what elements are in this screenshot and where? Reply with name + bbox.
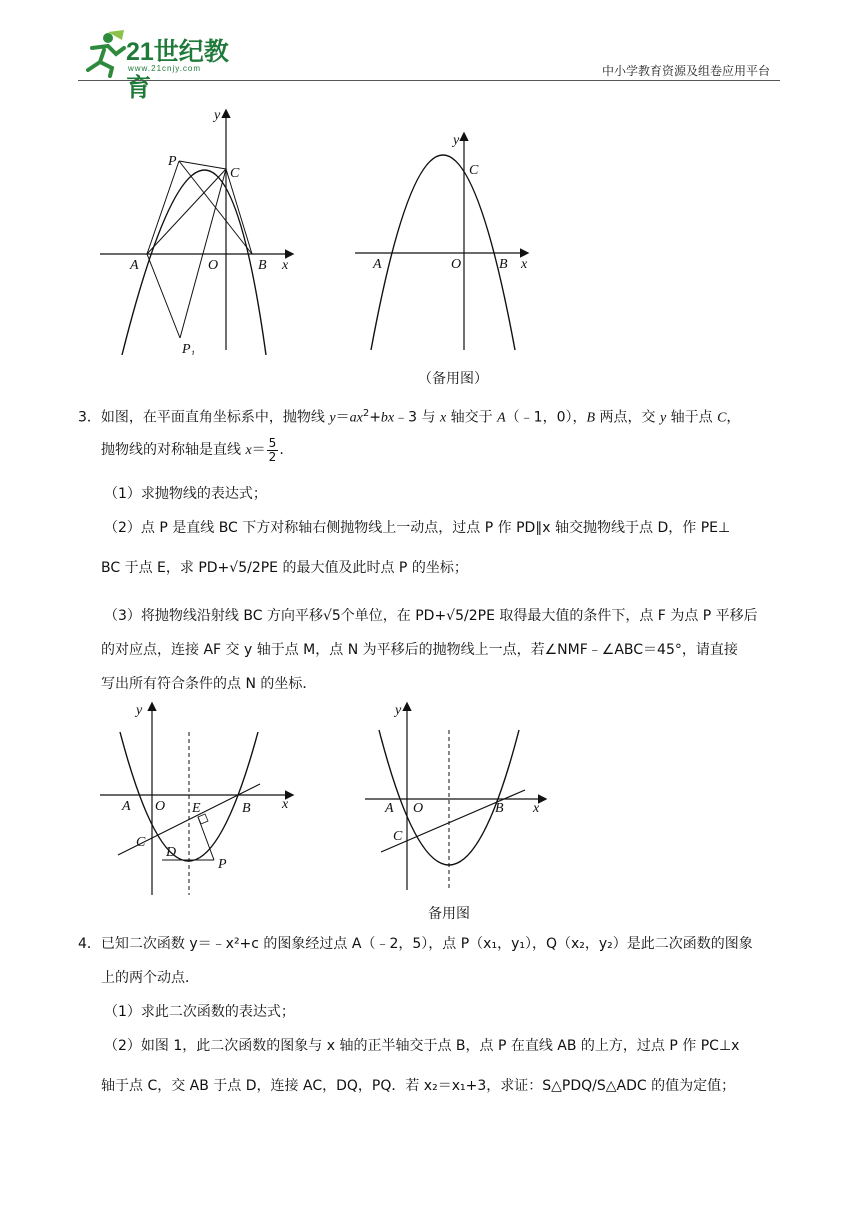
svg-text:O: O (155, 799, 166, 814)
svg-text:y: y (214, 108, 221, 123)
svg-text:A: A (373, 257, 382, 272)
logo-text: 21世纪教育 (126, 38, 229, 102)
problem-3-axis: 抛物线的对称轴是直线 x＝ $\frac{5}{2}$ . (101, 435, 284, 464)
svg-text:C: C (393, 829, 403, 844)
figure-parabola-spare-2 (365, 700, 565, 895)
page-header (0, 0, 860, 102)
svg-text:B: B (499, 257, 508, 272)
problem-3-part-2-line-1: （2）点 P 是直线 BC 下方对称轴右侧抛物线上一动点，过点 P 作 PD∥x 轴交抛物线于点 D，作 PE⊥ (104, 520, 731, 536)
svg-text:C: C (136, 835, 146, 850)
site-logo[interactable] (78, 30, 248, 102)
svg-text:B: B (258, 258, 267, 273)
svg-text:A: A (385, 801, 394, 816)
problem-4-stem-line-1: 4．已知二次函数 y＝﹣x²+c 的图象经过点 A（﹣2，5），点 P（x₁，y₁），Q（x₂，y₂）是此二次函数的图象 (78, 936, 753, 952)
svg-text:A: A (130, 258, 139, 273)
header-divider (78, 80, 780, 81)
svg-text:P: P (218, 857, 227, 872)
problem-3-part-3-line-2: 的对应点，连接 AF 交 y 轴于点 M，点 N 为平移后的抛物线上一点，若∠NMF﹣∠ABC＝45°，请直接 (101, 642, 738, 658)
problem-3-stem: 3．如图，在平面直角坐标系中，抛物线 $y=ax^2+bx﹣3$ 与 x 轴交于 A（﹣1，0），B 两点，交 y 轴于点 C， (78, 408, 741, 426)
svg-text:x: x (521, 257, 528, 272)
svg-text:y: y (453, 133, 460, 148)
problem-4-part-1: （1）求此二次函数的表达式； (104, 1004, 295, 1020)
svg-text:O: O (451, 257, 462, 272)
figure-parabola-spare-1 (355, 130, 535, 355)
svg-text:P: P (168, 154, 177, 169)
svg-text:A: A (122, 799, 131, 814)
problem-3-part-3-line-1: （3）将抛物线沿射线 BC 方向平移√5个单位，在 PD+√5/2PE 取得最大值的条件下，点 F 为点 P 平移后 (104, 608, 758, 624)
svg-text:O: O (208, 258, 219, 273)
figure-parabola-pde (100, 700, 300, 900)
svg-text:O: O (413, 801, 424, 816)
problem-4-part-2-line-2: 轴于点 C，交 AB 于点 D，连接 AC，DQ，PQ．若 x₂＝x₁+3，求证：S△PDQ/S△ADC 的值为定值； (101, 1078, 736, 1094)
problem-3-part-3-line-3: 写出所有符合条件的点 N 的坐标． (101, 676, 317, 692)
svg-text:D: D (166, 845, 177, 860)
svg-text:B: B (242, 801, 251, 816)
svg-text:x: x (282, 258, 289, 273)
problem-4-part-2-line-1: （2）如图 1，此二次函数的图象与 x 轴的正半轴交于点 B，点 P 在直线 AB 的上方，过点 P 作 PC⊥x (104, 1038, 740, 1054)
svg-text:x: x (533, 801, 540, 816)
problem-3-part-1: （1）求抛物线的表达式； (104, 486, 267, 502)
figure-caption-spare: （备用图） (418, 371, 488, 387)
logo-url: www.21cnjy.com (128, 64, 201, 73)
problem-4-stem-line-2: 上的两个动点． (101, 970, 199, 986)
svg-text:y: y (136, 703, 143, 718)
figure-parabola-p-p1 (100, 105, 300, 355)
svg-text:P1: $P_1$ (182, 342, 196, 355)
svg-text:x: x (282, 797, 289, 812)
svg-text:C: C (469, 163, 479, 178)
svg-text:C: C (230, 166, 240, 181)
runner-logo-icon (78, 30, 126, 78)
figure-caption-spare-2: 备用图 (428, 906, 470, 922)
platform-name: 中小学教育资源及组卷应用平台 (601, 64, 770, 78)
problem-3-part-2-line-2: BC 于点 E，求 PD+√5/2PE 的最大值及此时点 P 的坐标； (101, 560, 468, 576)
svg-text:y: y (395, 703, 402, 718)
svg-text:E: E (192, 801, 201, 816)
svg-text:B: B (495, 801, 504, 816)
